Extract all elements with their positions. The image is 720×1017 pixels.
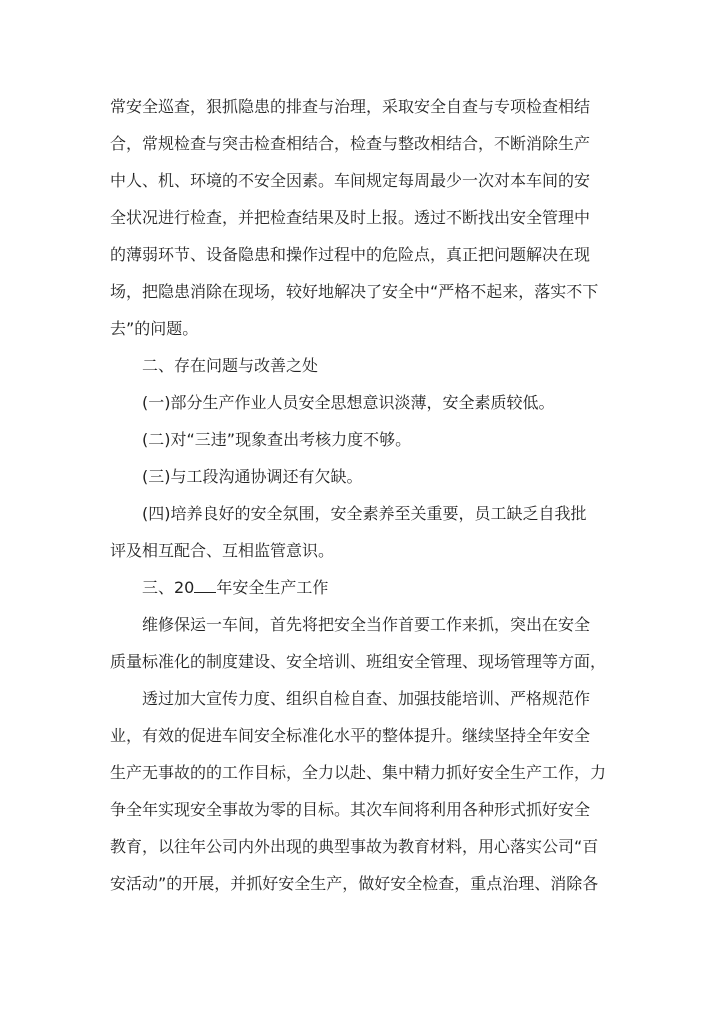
section-heading-suffix: 年安全生产工作 — [216, 578, 329, 597]
blank-underline — [194, 578, 216, 593]
paragraph-line: 去”的问题。 — [110, 319, 199, 338]
section-heading-prefix: 三、20 — [142, 578, 195, 597]
paragraph-line: 教育，以往年公司内外出现的典型事故为教育材料，用心落实公司“百 — [110, 837, 599, 856]
list-item: (一)部分生产作业人员安全思想意识淡薄，安全素质较低。 — [142, 393, 555, 412]
paragraph-line: 合，常规检查与突击检查相结合，检查与整改相结合，不断消除生产 — [110, 134, 591, 153]
paragraph-line: 生产无事故的的工作目标，全力以赴、集中精力抓好安全生产工作，力 — [110, 763, 607, 782]
paragraph-line: 维修保运一车间，首先将把安全当作首要工作来抓，突出在安全 — [142, 615, 591, 634]
paragraph-line: 安活动”的开展，并抓好安全生产，做好安全检查，重点治理、消除各 — [110, 874, 599, 893]
document-body — [110, 88, 616, 902]
paragraph-line: 质量标准化的制度建设、安全培训、班组安全管理、现场管理等方面， — [110, 652, 607, 671]
paragraph-line: 业，有效的促进车间安全标准化水平的整体提升。继续坚持全年安全 — [110, 726, 591, 745]
paragraph-line: 场，把隐患消除在现场，较好地解决了安全中“严格不起来，落实不下 — [110, 282, 599, 301]
paragraph-line: 全状况进行检查，并把检查结果及时上报。透过不断找出安全管理中 — [110, 208, 591, 227]
list-item: (三)与工段沟通协调还有欠缺。 — [142, 467, 363, 486]
list-item: (二)对“三违”现象查出考核力度不够。 — [142, 430, 412, 449]
section-heading — [110, 569, 616, 606]
paragraph-line: 中人、机、环境的不安全因素。车间规定每周最少一次对本车间的安 — [110, 171, 591, 190]
paragraph-line: 评及相互配合、互相监管意识。 — [110, 541, 335, 560]
paragraph-line: 的薄弱环节、设备隐患和操作过程中的危险点，真正把问题解决在现 — [110, 245, 591, 264]
paragraph-line: 透过加大宣传力度、组织自检自查、加强技能培训、严格规范作 — [142, 689, 591, 708]
paragraph-line: 争全年实现安全事故为零的目标。其次车间将利用各种形式抓好安全 — [110, 800, 591, 819]
section-heading: 二、存在问题与改善之处 — [142, 356, 319, 375]
paragraph-line: 常安全巡查，狠抓隐患的排查与治理，采取安全自查与专项检查相结 — [110, 97, 591, 116]
list-item: (四)培养良好的安全氛围，安全素养至关重要，员工缺乏自我批 — [142, 504, 587, 523]
